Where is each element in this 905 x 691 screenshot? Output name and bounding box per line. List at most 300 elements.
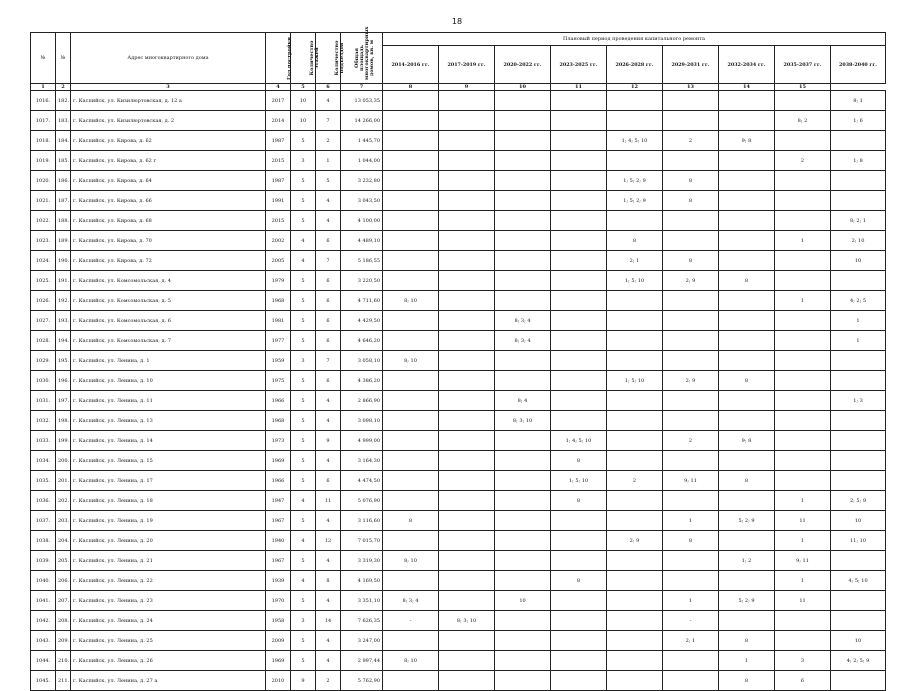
- table-row: [31, 631, 886, 651]
- row-index-cell: 1042.: [31, 611, 56, 631]
- period-cell: [719, 91, 775, 111]
- row-index-cell: 1022.: [31, 211, 56, 231]
- address-cell: г. Каспийск, ул. Кирова, д. 62: [71, 131, 266, 151]
- period-cell: 8; 10: [383, 651, 439, 671]
- floors-cell: 3: [291, 611, 316, 631]
- period-cell: [831, 411, 886, 431]
- year-cell: 2015: [266, 211, 291, 231]
- period-cell: [551, 511, 607, 531]
- table-row: [31, 491, 886, 511]
- area-cell: 5 076,90: [341, 491, 383, 511]
- period-cell: 2; 10: [831, 231, 886, 251]
- period-cell: [439, 291, 495, 311]
- period-cell: [551, 391, 607, 411]
- period-cell: [495, 191, 551, 211]
- row-local-index-cell: 195.: [56, 351, 71, 371]
- period-cell: 8; 10: [383, 291, 439, 311]
- period-cell: [663, 491, 719, 511]
- address-cell: г. Каспийск, ул. Ленина, д. 19: [71, 511, 266, 531]
- period-cell: 8; 2; 1: [831, 211, 886, 231]
- period-cell: [831, 351, 886, 371]
- period-cell: [439, 671, 495, 691]
- year-cell: 1966: [266, 391, 291, 411]
- period-cell: [383, 411, 439, 431]
- period-cell: [663, 151, 719, 171]
- period-header: 2035-2037 гг.: [775, 46, 831, 84]
- entrances-cell: 6: [316, 331, 341, 351]
- period-cell: [551, 171, 607, 191]
- column-number-cell: 13: [663, 84, 719, 91]
- year-cell: 1973: [266, 431, 291, 451]
- period-cell: [775, 171, 831, 191]
- period-cell: [607, 151, 663, 171]
- row-local-index-cell: 201.: [56, 471, 71, 491]
- period-cell: [551, 371, 607, 391]
- row-local-index-cell: 189.: [56, 231, 71, 251]
- area-cell: 13 053,35: [341, 91, 383, 111]
- period-cell: [663, 671, 719, 691]
- period-cell: 1: [775, 291, 831, 311]
- year-cell: 1970: [266, 591, 291, 611]
- column-number-cell: 1: [31, 84, 56, 91]
- period-cell: [495, 211, 551, 231]
- area-cell: 4 386,20: [341, 371, 383, 391]
- table-row: [31, 291, 886, 311]
- row-local-index-cell: 204.: [56, 531, 71, 551]
- row-local-index-cell: 206.: [56, 571, 71, 591]
- row-index-cell: 1024.: [31, 251, 56, 271]
- row-local-index-cell: 205.: [56, 551, 71, 571]
- period-cell: [719, 151, 775, 171]
- period-cell: [383, 491, 439, 511]
- period-cell: [439, 111, 495, 131]
- planned-period-header: Плановый период проведения капитального ремонта: [383, 33, 886, 46]
- period-cell: [831, 171, 886, 191]
- period-cell: 1: [663, 591, 719, 611]
- col-area-header: Общая площадь многоквартирных домов, кв. м: [341, 33, 383, 84]
- floors-cell: 5: [291, 451, 316, 471]
- row-index-cell: 1020.: [31, 171, 56, 191]
- period-cell: [607, 331, 663, 351]
- floors-cell: 10: [291, 111, 316, 131]
- period-header: 2017-2019 гг.: [439, 46, 495, 84]
- floors-cell: 5: [291, 431, 316, 451]
- year-cell: 2010: [266, 671, 291, 691]
- period-cell: [439, 491, 495, 511]
- table-row: [31, 671, 886, 691]
- col-address-header: Адрес многоквартирного дома: [71, 33, 266, 84]
- period-cell: 1; 5; 2; 9: [607, 171, 663, 191]
- period-cell: [607, 411, 663, 431]
- period-cell: [383, 171, 439, 191]
- period-cell: 8; 4: [495, 391, 551, 411]
- year-cell: 1977: [266, 331, 291, 351]
- period-cell: [551, 131, 607, 151]
- period-cell: [551, 91, 607, 111]
- period-cell: [607, 431, 663, 451]
- period-cell: [663, 451, 719, 471]
- entrances-cell: 7: [316, 351, 341, 371]
- period-cell: -: [663, 611, 719, 631]
- entrances-cell: 2: [316, 131, 341, 151]
- period-cell: 2: [775, 151, 831, 171]
- period-cell: [663, 391, 719, 411]
- row-local-index-cell: 193.: [56, 311, 71, 331]
- period-cell: 1; 4; 5; 10: [607, 131, 663, 151]
- period-cell: [551, 151, 607, 171]
- period-header: 2014-2016 гг.: [383, 46, 439, 84]
- period-cell: [831, 191, 886, 211]
- entrances-cell: 11: [316, 491, 341, 511]
- period-cell: [775, 191, 831, 211]
- row-local-index-cell: 202.: [56, 491, 71, 511]
- period-cell: 10: [495, 591, 551, 611]
- row-local-index-cell: 197.: [56, 391, 71, 411]
- row-index-cell: 1019.: [31, 151, 56, 171]
- row-index-cell: 1029.: [31, 351, 56, 371]
- row-index-cell: 1035.: [31, 471, 56, 491]
- floors-cell: 5: [291, 411, 316, 431]
- year-cell: 1968: [266, 411, 291, 431]
- year-cell: 1969: [266, 651, 291, 671]
- period-cell: 8: [551, 451, 607, 471]
- area-cell: 4 474,50: [341, 471, 383, 491]
- period-cell: [663, 411, 719, 431]
- year-cell: 2002: [266, 231, 291, 251]
- period-cell: [439, 91, 495, 111]
- period-cell: 10: [831, 631, 886, 651]
- period-cell: 8; 3; 10: [439, 611, 495, 631]
- period-cell: [439, 551, 495, 571]
- table-row: [31, 331, 886, 351]
- table-row: [31, 471, 886, 491]
- column-number-cell: 9: [439, 84, 495, 91]
- row-index-cell: 1021.: [31, 191, 56, 211]
- year-cell: 2009: [266, 631, 291, 651]
- period-cell: [775, 471, 831, 491]
- period-cell: [383, 391, 439, 411]
- floors-cell: 5: [291, 131, 316, 151]
- period-cell: [719, 311, 775, 331]
- row-local-index-cell: 185.: [56, 151, 71, 171]
- year-cell: 1987: [266, 131, 291, 151]
- period-cell: [383, 191, 439, 211]
- floors-cell: 5: [291, 551, 316, 571]
- entrances-cell: 4: [316, 631, 341, 651]
- period-cell: 11; 10: [831, 531, 886, 551]
- row-index-cell: 1032.: [31, 411, 56, 431]
- period-cell: [831, 131, 886, 151]
- area-cell: 2 997,44: [341, 651, 383, 671]
- period-cell: [775, 251, 831, 271]
- period-cell: [439, 351, 495, 371]
- period-cell: 8; 3; 4: [495, 331, 551, 351]
- address-cell: г. Каспийск, ул. Ленина, д. 23: [71, 591, 266, 611]
- period-cell: [439, 131, 495, 151]
- table-row: [31, 531, 886, 551]
- period-cell: 2; 9: [607, 531, 663, 551]
- period-cell: 2; 9: [663, 371, 719, 391]
- area-cell: 3 058,10: [341, 351, 383, 371]
- period-cell: [607, 631, 663, 651]
- entrances-cell: 1: [316, 151, 341, 171]
- row-index-cell: 1025.: [31, 271, 56, 291]
- floors-cell: 4: [291, 531, 316, 551]
- period-cell: 8: [383, 511, 439, 531]
- period-cell: [607, 111, 663, 131]
- period-cell: [607, 551, 663, 571]
- period-cell: 8; 3; 10: [495, 411, 551, 431]
- period-cell: 8: [719, 471, 775, 491]
- year-cell: 1940: [266, 531, 291, 551]
- floors-cell: 5: [291, 471, 316, 491]
- period-cell: [495, 371, 551, 391]
- period-cell: [495, 231, 551, 251]
- period-cell: 8: [663, 531, 719, 551]
- period-cell: [439, 251, 495, 271]
- period-cell: [495, 131, 551, 151]
- period-cell: 10: [831, 251, 886, 271]
- col-no2-header: №: [56, 33, 71, 84]
- period-cell: [495, 491, 551, 511]
- entrances-cell: 4: [316, 591, 341, 611]
- entrances-cell: 9: [316, 431, 341, 451]
- year-cell: 1966: [266, 471, 291, 491]
- area-cell: 5 186,55: [341, 251, 383, 271]
- period-cell: [495, 91, 551, 111]
- period-cell: 8; 3; 4: [383, 591, 439, 611]
- period-cell: [831, 671, 886, 691]
- period-cell: 1: [663, 511, 719, 531]
- address-cell: г. Каспийск, ул. Комсомольская, д. 4: [71, 271, 266, 291]
- period-cell: [719, 351, 775, 371]
- period-cell: [495, 471, 551, 491]
- period-cell: 5; 2; 9: [719, 591, 775, 611]
- period-cell: [607, 511, 663, 531]
- period-cell: [607, 611, 663, 631]
- period-cell: [495, 511, 551, 531]
- area-cell: 4 429,50: [341, 311, 383, 331]
- period-cell: [551, 671, 607, 691]
- period-cell: [383, 671, 439, 691]
- period-cell: [831, 551, 886, 571]
- period-cell: [663, 211, 719, 231]
- entrances-cell: 5: [316, 171, 341, 191]
- period-cell: [607, 311, 663, 331]
- entrances-cell: 8: [316, 571, 341, 591]
- period-cell: [719, 411, 775, 431]
- row-local-index-cell: 182.: [56, 91, 71, 111]
- period-cell: [775, 631, 831, 651]
- table-row: [31, 111, 886, 131]
- address-cell: г. Каспийск, ул. Ленина, д. 21: [71, 551, 266, 571]
- row-local-index-cell: 187.: [56, 191, 71, 211]
- period-cell: 8: [663, 251, 719, 271]
- row-index-cell: 1018.: [31, 131, 56, 151]
- period-cell: [831, 371, 886, 391]
- year-cell: 1959: [266, 351, 291, 371]
- entrances-cell: 14: [316, 611, 341, 631]
- year-cell: 1987: [266, 171, 291, 191]
- period-cell: [775, 411, 831, 431]
- floors-cell: 5: [291, 291, 316, 311]
- period-cell: 8: [607, 231, 663, 251]
- column-numbers-row: [31, 84, 886, 91]
- period-cell: [719, 231, 775, 251]
- area-cell: 3 116,60: [341, 511, 383, 531]
- period-cell: [551, 111, 607, 131]
- period-cell: [439, 571, 495, 591]
- period-cell: [439, 591, 495, 611]
- column-number-cell: 6: [316, 84, 341, 91]
- period-cell: [775, 391, 831, 411]
- period-cell: 8: [719, 271, 775, 291]
- table-row: [31, 551, 886, 571]
- period-cell: [439, 411, 495, 431]
- entrances-cell: 4: [316, 411, 341, 431]
- period-cell: [831, 271, 886, 291]
- period-cell: 1; 6: [831, 111, 886, 131]
- row-local-index-cell: 192.: [56, 291, 71, 311]
- table-row: [31, 311, 886, 331]
- row-local-index-cell: 194.: [56, 331, 71, 351]
- entrances-cell: 4: [316, 451, 341, 471]
- period-cell: [551, 331, 607, 351]
- period-cell: [663, 311, 719, 331]
- period-cell: [439, 211, 495, 231]
- period-cell: [439, 331, 495, 351]
- row-index-cell: 1043.: [31, 631, 56, 651]
- floors-cell: 5: [291, 591, 316, 611]
- row-local-index-cell: 208.: [56, 611, 71, 631]
- row-index-cell: 1040.: [31, 571, 56, 591]
- period-cell: 1: [775, 491, 831, 511]
- period-cell: [831, 611, 886, 631]
- period-cell: [439, 651, 495, 671]
- period-header: 2023-2025 гг.: [551, 46, 607, 84]
- period-cell: 2: [663, 431, 719, 451]
- column-number-cell: 15: [775, 84, 831, 91]
- table-row: [31, 231, 886, 251]
- period-cell: [439, 311, 495, 331]
- period-cell: 8; 10: [383, 551, 439, 571]
- entrances-cell: 4: [316, 91, 341, 111]
- page-number: 18: [451, 17, 463, 26]
- period-cell: [383, 251, 439, 271]
- year-cell: 1947: [266, 491, 291, 511]
- address-cell: г. Каспийск, ул. Ленина, д. 14: [71, 431, 266, 451]
- period-cell: [719, 171, 775, 191]
- address-cell: г. Каспийск, ул. Ленина, д. 24: [71, 611, 266, 631]
- period-cell: [607, 291, 663, 311]
- period-cell: [607, 491, 663, 511]
- floors-cell: 5: [291, 651, 316, 671]
- period-cell: 8: [719, 631, 775, 651]
- period-cell: [663, 331, 719, 351]
- row-index-cell: 1034.: [31, 451, 56, 471]
- address-cell: г. Каспийск, ул. Ленина, д. 11: [71, 391, 266, 411]
- column-number-cell: 4: [266, 84, 291, 91]
- year-cell: 1939: [266, 571, 291, 591]
- period-cell: [439, 231, 495, 251]
- period-cell: [663, 651, 719, 671]
- column-number-cell: 2: [56, 84, 71, 91]
- table-row: [31, 591, 886, 611]
- period-cell: [383, 371, 439, 391]
- period-cell: 8: [551, 491, 607, 511]
- period-cell: 8: [719, 671, 775, 691]
- period-cell: [439, 191, 495, 211]
- period-cell: 8; 3; 4: [495, 311, 551, 331]
- period-cell: 1; 5; 10: [607, 271, 663, 291]
- area-cell: 3 351,10: [341, 591, 383, 611]
- period-cell: [607, 91, 663, 111]
- address-cell: г. Каспийск, ул. Ленина, д. 20: [71, 531, 266, 551]
- period-cell: [775, 271, 831, 291]
- period-cell: [383, 111, 439, 131]
- period-header: 2032-2034 гг.: [719, 46, 775, 84]
- period-cell: [551, 631, 607, 651]
- address-cell: г. Каспийск, ул. Кирова, д. 68: [71, 211, 266, 231]
- year-cell: 1968: [266, 291, 291, 311]
- entrances-cell: 12: [316, 531, 341, 551]
- period-cell: [719, 451, 775, 471]
- period-cell: 8; 10: [383, 351, 439, 371]
- period-cell: [383, 271, 439, 291]
- period-cell: [383, 231, 439, 251]
- period-cell: [719, 331, 775, 351]
- floors-cell: 9: [291, 671, 316, 691]
- entrances-cell: 4: [316, 651, 341, 671]
- period-cell: [607, 391, 663, 411]
- area-cell: 3 220,50: [341, 271, 383, 291]
- table-row: [31, 351, 886, 371]
- period-cell: [383, 571, 439, 591]
- table-row: [31, 191, 886, 211]
- period-cell: [383, 531, 439, 551]
- period-cell: 1; 5; 10: [607, 371, 663, 391]
- floors-cell: 5: [291, 211, 316, 231]
- period-cell: 8: [663, 191, 719, 211]
- period-cell: [439, 531, 495, 551]
- period-header: 2020-2022 гг.: [495, 46, 551, 84]
- period-cell: [383, 451, 439, 471]
- period-cell: 4; 2; 5: [831, 291, 886, 311]
- area-cell: 14 266,00: [341, 111, 383, 131]
- area-cell: 3 164,30: [341, 451, 383, 471]
- period-cell: [663, 91, 719, 111]
- period-cell: [663, 551, 719, 571]
- period-cell: [495, 431, 551, 451]
- row-local-index-cell: 203.: [56, 511, 71, 531]
- period-cell: [607, 571, 663, 591]
- address-cell: г. Каспийск, ул. Кирова, д. 64: [71, 171, 266, 191]
- period-cell: [495, 551, 551, 571]
- row-local-index-cell: 210.: [56, 651, 71, 671]
- period-cell: 4; 2; 5; 9: [831, 651, 886, 671]
- period-cell: [383, 631, 439, 651]
- table-row: [31, 431, 886, 451]
- floors-cell: 3: [291, 351, 316, 371]
- address-cell: г. Каспийск, ул. Ленина, д. 22: [71, 571, 266, 591]
- period-cell: [551, 611, 607, 631]
- period-cell: [551, 251, 607, 271]
- period-cell: [383, 331, 439, 351]
- table-row: [31, 371, 886, 391]
- table-row: [31, 251, 886, 271]
- row-index-cell: 1016.: [31, 91, 56, 111]
- period-cell: 8; 1: [831, 91, 886, 111]
